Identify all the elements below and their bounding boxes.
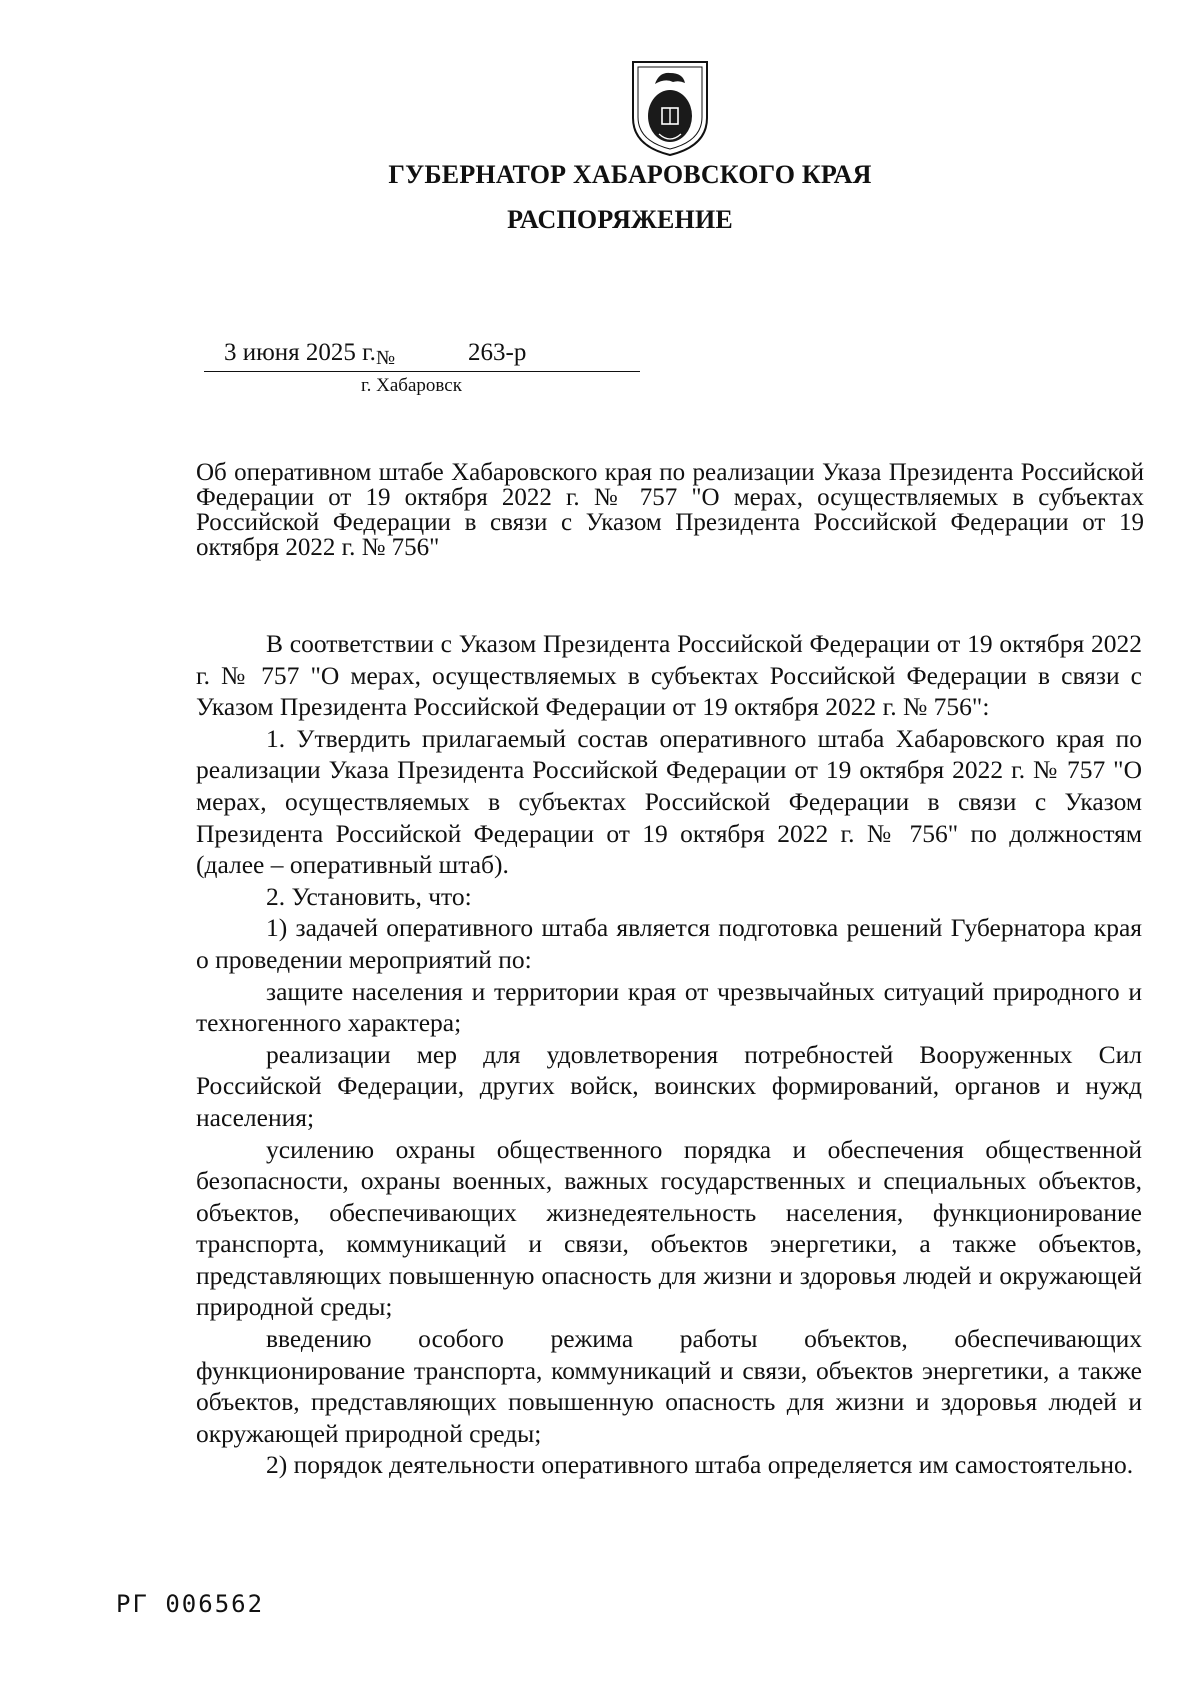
- document-city: г. Хабаровск: [361, 375, 462, 396]
- document-details: [204, 339, 640, 399]
- coat-of-arms-icon: [629, 58, 711, 158]
- document-body: [196, 628, 1142, 1481]
- document-type-title: РАСПОРЯЖЕНИЕ: [507, 205, 733, 234]
- item-2-1-a-paragraph: защите населения и территории края от чрезвычайных ситуаций природного и техногенного характера;: [196, 976, 1142, 1038]
- item-2-1-c-paragraph: усилению охраны общественного порядка и обеспечения общественной безопасности, охраны военных, важных государственных и специальных объектов, объектов, обеспечивающих жизнедеятельность населения, функционирование транспорта, коммуникаций и связи, объектов энергетики, а также объектов, представляющих повышенную опасность для жизни и здоровья людей и окружающей природной среды;: [196, 1134, 1142, 1322]
- registration-number: РГ 006562: [116, 1590, 265, 1618]
- preamble-paragraph: В соответствии с Указом Президента Российской Федерации от 19 октября 2022 г. № 757 "О мерах, осуществляемых в субъектах Российской Федерации в связи с Указом Президента Российской Федерации от 19 октября 2022 г. № 756":: [196, 629, 1142, 722]
- authority-title: ГУБЕРНАТОР ХАБАРОВСКОГО КРАЯ: [388, 160, 872, 189]
- document-subject: Об оперативном штабе Хабаровского края по реализации Указа Президента Российской Федерации от 19 октября 2022 г. № 757 "О мерах, осуществляемых в субъектах Российской Федерации в связи с Указом Президента Российской Федерации от 19 октября 2022 г. № 756": [196, 459, 1144, 561]
- item-2-1-b-paragraph: реализации мер для удовлетворения потребностей Вооруженных Сил Российской Федерации, других войск, воинских формирований, органов и нужд населения;: [196, 1039, 1142, 1132]
- item-2-2-paragraph: 2) порядок деятельности оперативного штаба определяется им самостоятельно.: [266, 1450, 1134, 1480]
- document-date: 3 июня 2025 г.: [224, 339, 376, 366]
- item-2-1-d-paragraph: введению особого режима работы объектов, обеспечивающих функционирование транспорта, коммуникаций и связи, объектов энергетики, а также объектов, представляющих повышенную опасность для жизни и здоровья людей и окружающей природной среды;: [196, 1324, 1142, 1448]
- date-number-underline: [204, 371, 640, 372]
- item-2-1-paragraph: 1) задачей оперативного штаба является подготовка решений Губернатора края о проведении мероприятий по:: [196, 913, 1142, 974]
- number-sign: №: [376, 347, 396, 369]
- document-number: 263-р: [468, 339, 527, 366]
- item-2-paragraph: 2. Установить, что:: [266, 881, 472, 911]
- item-1-paragraph: 1. Утвердить прилагаемый состав оперативного штаба Хабаровского края по реализации Указа Президента Российской Федерации от 19 октября 2022 г. № 757 "О мерах, осуществляемых в субъектах Российской Федерации в связи с Указом Президента Российской Федерации от 19 октября 2022 г. № 756" по должностям (далее – оперативный штаб).: [196, 723, 1142, 880]
